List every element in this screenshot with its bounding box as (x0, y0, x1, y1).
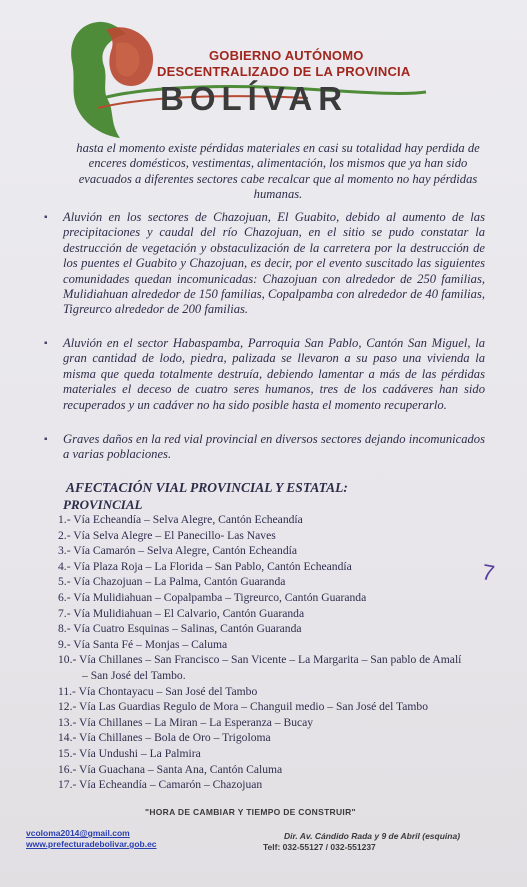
list-item: 12.- Vía Las Guardias Regulo de Mora – Changuil medio – San José del Tambo (58, 700, 429, 714)
paragraph-chazojuan: Aluvión en los sectores de Chazojuan, El Guabito, debido al aumento de las precipitaciones y caudal del río Chazojuan, en el sitio se pudo constatar la destrucción de vegetación y obstaculización de la carretera por la destrucción de los puentes el Guabito y Chazojuan, es decir, por el evento suscitado las siguientes comunidades quedan incomunicadas: Chazojuan con alrededor de 250 familias, Mulidiahuan alrededor de 150 familias, Copalpamba con alrededor de 40 familias, Tigreurco alrededor de 200 familias. (63, 210, 485, 317)
list-item: 5.- Vía Chazojuan – La Palma, Cantón Guaranda (58, 575, 286, 589)
road-list (58, 512, 498, 793)
bullet-icon: ▪ (44, 212, 48, 223)
prefectura-logo-icon (58, 14, 178, 144)
footer-slogan: "HORA DE CAMBIAR Y TIEMPO DE CONSTRUIR" (145, 807, 356, 817)
section-subtitle: PROVINCIAL (63, 497, 143, 512)
bullet-icon: ▪ (44, 434, 48, 445)
list-item: 6.- Vía Mulidiahuan – Copalpamba – Tigreurco, Cantón Guaranda (58, 590, 367, 604)
list-item-continuation: – San José del Tambo. (82, 668, 186, 682)
bullet-icon: ▪ (44, 338, 48, 349)
list-item: 3.- Vía Camarón – Selva Alegre, Cantón Echeandía (58, 544, 297, 558)
footer-phone: Telf: 032-55127 / 032-551237 (263, 842, 376, 852)
paragraph-red-vial: Graves daños en la red vial provincial en diversos sectores dejando incomunicados a varias poblaciones. (63, 432, 485, 462)
list-item: 15.- Vía Undushi – La Palmira (58, 746, 201, 760)
footer-email-link[interactable]: vcoloma2014@gmail.com (26, 828, 130, 838)
list-item: 11.- Vía Chontayacu – San José del Tambo (58, 684, 258, 698)
header-brand: BOLÍVAR (160, 80, 349, 117)
list-item: 1.- Vía Echeandía – Selva Alegre, Cantón Echeandía (58, 513, 303, 526)
list-item (58, 652, 498, 683)
list-item: 4.- Vía Plaza Roja – La Florida – San Pablo, Cantón Echeandía (58, 559, 352, 573)
list-item: 14.- Vía Chillanes – Bola de Oro – Trigoloma (58, 731, 271, 745)
list-item: 2.- Vía Selva Alegre – El Panecillo- Las Naves (58, 528, 276, 542)
list-item: 8.- Vía Cuatro Esquinas – Salinas, Cantón Guaranda (58, 622, 302, 636)
list-item: 13.- Vía Chillanes – La Miran – La Esperanza – Bucay (58, 715, 314, 729)
footer-website-link[interactable]: www.prefecturadebolivar.gob.ec (26, 839, 157, 849)
list-item: 9.- Vía Santa Fé – Monjas – Caluma (58, 637, 228, 651)
handwritten-page-mark: 7 (480, 559, 497, 586)
paragraph-habaspamba: Aluvión en el sector Habaspamba, Parroquia San Pablo, Cantón San Miguel, la gran cantidad de lodo, piedra, palizada se llevaron a su paso una vivienda la misma que queda totalmente destruía, debiendo lamentar a más de las pérdidas materiales el deceso de cuatro seres humanos, tres de los cadáveres han sido recuperados y un cadáver no ha sido posible hasta el momento recuperarlo. (63, 336, 485, 412)
list-item: 16.- Vía Guachana – Santa Ana, Cantón Caluma (58, 762, 283, 776)
paragraph-intro: hasta el momento existe pérdidas materiales en casi su totalidad hay perdida de enceres domésticos, vestimentas, alimentación, los mismos que ya han sido evacuados a diferentes sectores cabe recalcar que al momento no hay pérdidas humanas. (76, 141, 480, 202)
header-title-line1: GOBIERNO AUTÓNOMO (209, 48, 364, 63)
section-title: AFECTACIÓN VIAL PROVINCIAL Y ESTATAL: (66, 480, 348, 495)
header-title-line2: DESCENTRALIZADO DE LA PROVINCIA (157, 64, 411, 79)
footer-address: Dir. Av. Cándido Rada y 9 de Abril (esquina) (284, 831, 461, 841)
list-item: 7.- Vía Mulidiahuan – El Calvario, Cantón Guaranda (58, 606, 305, 620)
list-item: 17.- Vía Echeandía – Camarón – Chazojuan (58, 778, 263, 792)
list-item-text: 10.- Vía Chillanes – San Francisco – San Vicente – La Margarita – San pablo de Amalí (58, 653, 462, 667)
